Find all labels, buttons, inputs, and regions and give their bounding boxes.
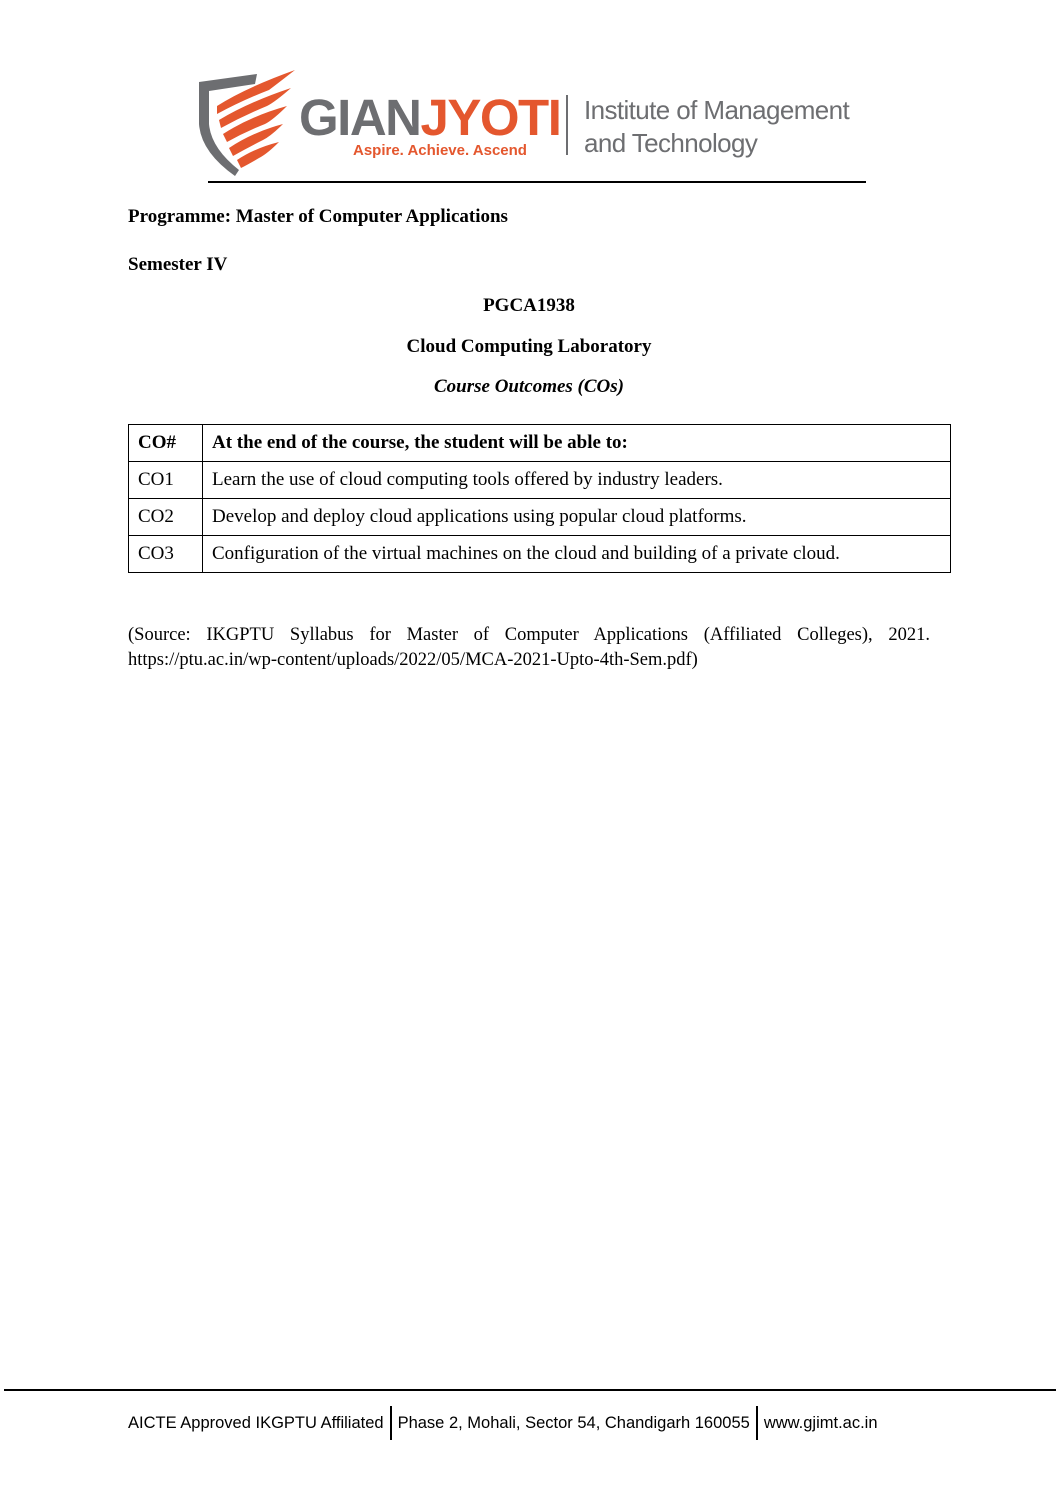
institute-name bbox=[584, 94, 849, 160]
course-title: Cloud Computing Laboratory bbox=[406, 336, 652, 357]
brand-name-part1: GIAN bbox=[299, 89, 421, 146]
semester-label: Semester IV bbox=[128, 254, 228, 275]
table-header-outcome: At the end of the course, the student will be able to: bbox=[203, 425, 951, 462]
course-outcomes-table bbox=[128, 424, 951, 573]
course-outcomes-heading: Course Outcomes (COs) bbox=[433, 376, 624, 397]
table-row bbox=[129, 499, 951, 536]
footer-divider bbox=[4, 1389, 1056, 1391]
brand-name bbox=[299, 89, 561, 146]
table-header-co-number: CO# bbox=[129, 425, 203, 462]
shield-wings-icon bbox=[195, 66, 299, 176]
brand-divider bbox=[566, 95, 568, 155]
table-cell-co-id: CO2 bbox=[129, 499, 203, 536]
institute-name-line2: and Technology bbox=[584, 128, 758, 158]
header-divider bbox=[208, 181, 866, 183]
table-header-row bbox=[129, 425, 951, 462]
table-cell-co-id: CO3 bbox=[129, 536, 203, 573]
table-row bbox=[129, 462, 951, 499]
programme-label: Programme: Master of Computer Applications bbox=[128, 206, 508, 227]
footer-website: www.gjimt.ac.in bbox=[763, 1413, 878, 1432]
source-citation bbox=[128, 623, 930, 673]
brand-name-part2: JYOTI bbox=[420, 89, 561, 146]
course-code: PGCA1938 bbox=[483, 295, 575, 316]
institute-name-line1: Institute of Management bbox=[584, 95, 850, 125]
footer-separator bbox=[756, 1406, 758, 1440]
institute-logo bbox=[195, 66, 875, 178]
table-row bbox=[129, 536, 951, 573]
source-citation-url: https://ptu.ac.in/wp-content/uploads/2022/05/MCA-2021-Upto-4th-Sem.pdf) bbox=[128, 650, 698, 670]
footer-approval: AICTE Approved IKGPTU Affiliated bbox=[128, 1413, 384, 1432]
table-cell-outcome: Develop and deploy cloud applications using popular cloud platforms. bbox=[203, 499, 951, 536]
footer-address: Phase 2, Mohali, Sector 54, Chandigarh 160055 bbox=[397, 1413, 750, 1432]
brand-tagline: Aspire. Achieve. Ascend bbox=[353, 142, 527, 159]
table-cell-outcome: Learn the use of cloud computing tools offered by industry leaders. bbox=[203, 462, 951, 499]
footer-separator bbox=[390, 1406, 392, 1440]
source-citation-line1: (Source: IKGPTU Syllabus for Master of Computer Applications (Affiliated Colleges), 2021. bbox=[128, 625, 930, 645]
footer bbox=[128, 1406, 878, 1440]
table-cell-co-id: CO1 bbox=[129, 462, 203, 499]
table-cell-outcome: Configuration of the virtual machines on the cloud and building of a private cloud. bbox=[203, 536, 951, 573]
